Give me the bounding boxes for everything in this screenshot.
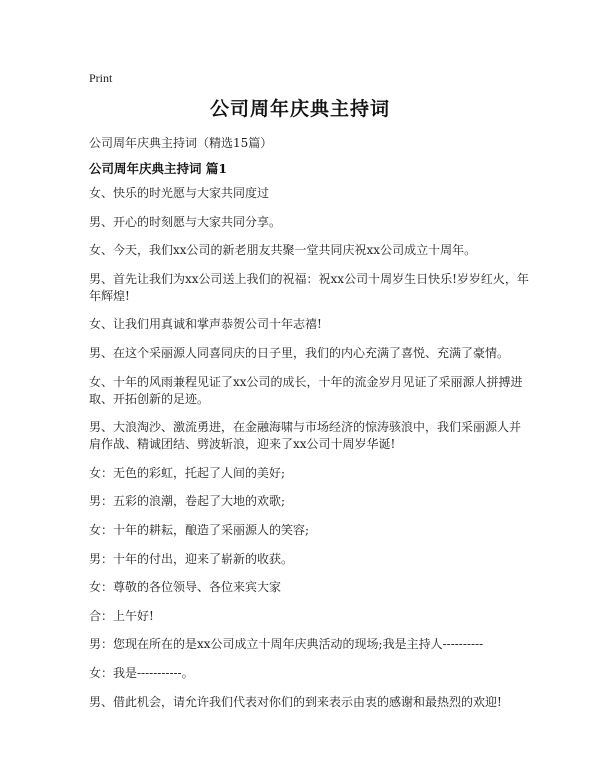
paragraph: 女、让我们用真诚和掌声恭贺公司十年志禧!	[89, 317, 322, 332]
paragraph: 男：您现在所在的是xx公司成立十周年庆典活动的现场;我是主持人----------	[89, 637, 484, 652]
page-title: 公司周年庆典主持词	[209, 98, 390, 120]
paragraph: 女：我是-----------。	[89, 665, 194, 680]
print-label: Print	[89, 71, 113, 85]
paragraph: 女、快乐的时光愿与大家共同度过	[89, 186, 270, 200]
subtitle: 公司周年庆典主持词（精选15篇）	[89, 136, 273, 150]
paragraph: 男、开心的时刻愿与大家共同分享。	[89, 214, 282, 229]
paragraph: 男、借此机会，请允许我们代表对你们的到来表示由衷的感谢和最热烈的欢迎!	[89, 694, 502, 709]
paragraph: 男、大浪淘沙、激流勇进，在金融海啸与市场经济的惊涛骇浪中，我们采丽源人并肩作战、精诚团结、劈波斩浪，迎来了xx公司十周岁华诞!	[89, 420, 522, 452]
paragraph: 女、十年的风雨兼程见证了xx公司的成长，十年的流金岁月见证了采丽源人拼搏进取、开拓创新的足迹。	[89, 374, 523, 406]
paragraph: 女、今天，我们xx公司的新老朋友共聚一堂共同庆祝xx公司成立十周年。	[89, 243, 477, 258]
paragraph: 女：十年的耕耘，酿造了采丽源人的笑容;	[89, 522, 310, 537]
paragraph: 男：五彩的浪潮，卷起了大地的欢歌;	[89, 494, 286, 509]
section-heading: 公司周年庆典主持词 篇1	[89, 161, 228, 176]
paragraph: 女：尊敬的各位领导、各位来宾大家	[89, 580, 282, 595]
paragraph: 男、在这个采丽源人同喜同庆的日子里，我们的内心充满了喜悦、充满了豪情。	[89, 345, 510, 360]
paragraph: 合：上午好!	[89, 608, 154, 623]
paragraph: 男、首先让我们为xx公司送上我们的祝福：祝xx公司十周岁生日快乐!岁岁红火，年年辉煌!	[89, 271, 529, 303]
paragraph: 女：无色的彩虹，托起了人间的美好;	[89, 465, 286, 480]
body-content	[89, 185, 529, 722]
paragraph: 男：十年的付出，迎来了崭新的收获。	[89, 551, 294, 566]
